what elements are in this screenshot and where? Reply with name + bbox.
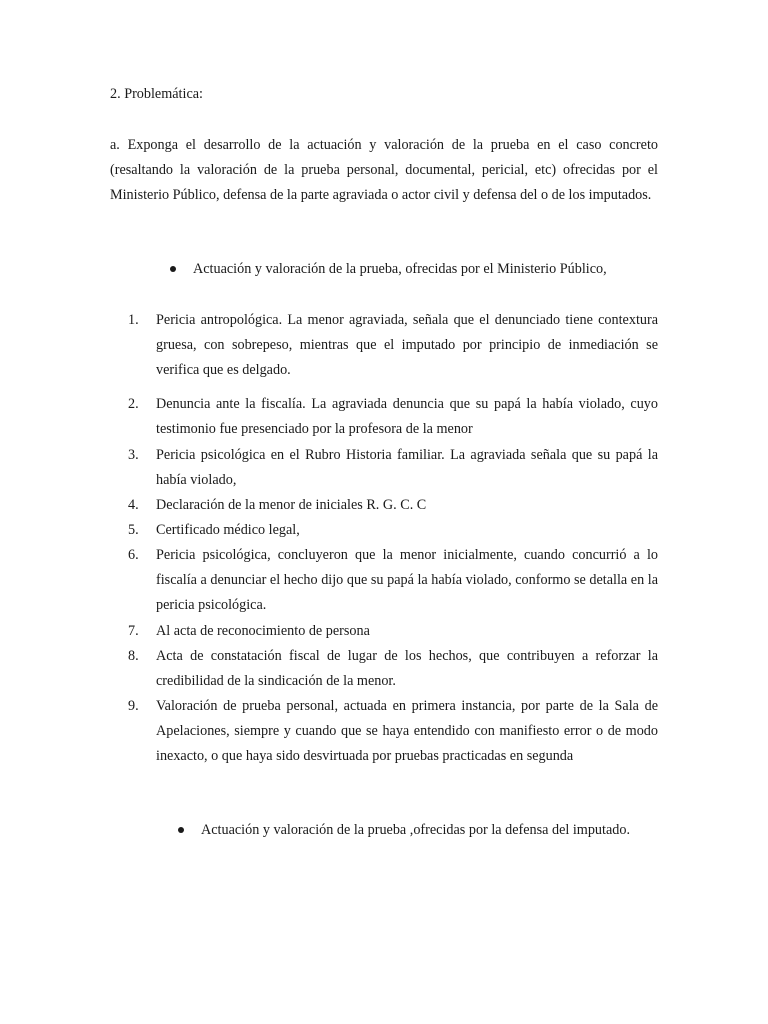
list-item	[128, 308, 658, 383]
bullet-defensa-imputado	[178, 818, 658, 843]
list-item-text: Pericia psicológica en el Rubro Historia familiar. La agraviada señala que su papá la había violado,	[156, 447, 658, 488]
bullet-icon	[170, 266, 176, 272]
list-item-number: 1.	[128, 312, 139, 328]
list-item-text: Denuncia ante la fiscalía. La agraviada denuncia que su papá la había violado, cuyo testimonio fue presenciado por la profesora de la menor	[156, 396, 658, 437]
list-item-number: 4.	[128, 497, 139, 513]
list-item-number: 9.	[128, 698, 139, 714]
bullet-text: Actuación y valoración de la prueba ,ofrecidas por la defensa del imputado.	[201, 822, 630, 838]
list-item-number: 8.	[128, 648, 139, 664]
intro-paragraph: a. Exponga el desarrollo de la actuación y valoración de la prueba en el caso concreto (resaltando la valoración de la prueba personal, documental, pericial, etc) ofrecidas por el Ministerio Público, defensa de la parte agraviada o actor civil y defensa del o de los imputados.	[110, 137, 658, 203]
list-item	[128, 543, 658, 618]
list-item-text: Valoración de prueba personal, actuada en primera instancia, por parte de la Sala de Apelaciones, siempre y cuando que se haya entendido con manifiesto error o de modo inexacto, o que haya sido desvirtuada por pruebas practicadas en segunda	[156, 698, 658, 764]
list-item-number: 5.	[128, 522, 139, 538]
list-item-number: 7.	[128, 623, 139, 639]
list-item	[128, 493, 658, 518]
bullet-text: Actuación y valoración de la prueba, ofrecidas por el Ministerio Público,	[193, 261, 607, 277]
list-item-text: Pericia antropológica. La menor agraviada, señala que el denunciado tiene contextura gruesa, con sobrepeso, mientras que el imputado por principio de inmediación se verifica que es delgado.	[156, 312, 658, 378]
list-item-text: Certificado médico legal,	[156, 522, 300, 538]
list-item-number: 2.	[128, 396, 139, 412]
list-item-number: 6.	[128, 547, 139, 563]
list-item-text: Al acta de reconocimiento de persona	[156, 623, 370, 639]
bullet-ministerio-publico	[170, 257, 660, 282]
list-item-number: 3.	[128, 447, 139, 463]
list-item	[128, 644, 658, 694]
bullet-icon	[178, 827, 184, 833]
list-item-text: Declaración de la menor de iniciales R. G. C. C	[156, 497, 427, 513]
list-item	[128, 392, 658, 442]
list-item-text: Pericia psicológica, concluyeron que la menor inicialmente, cuando concurrió a lo fiscalía a denunciar el hecho dijo que su papá la había violado, conformo se detalla en la pericia psicológica.	[156, 547, 658, 613]
list-item	[128, 694, 658, 769]
section-heading: 2. Problemática:	[110, 86, 203, 102]
list-item	[128, 619, 658, 644]
list-item	[128, 443, 658, 493]
list-item-text: Acta de constatación fiscal de lugar de los hechos, que contribuyen a reforzar la credibilidad de la sindicación de la menor.	[156, 648, 658, 689]
list-item	[128, 518, 658, 543]
